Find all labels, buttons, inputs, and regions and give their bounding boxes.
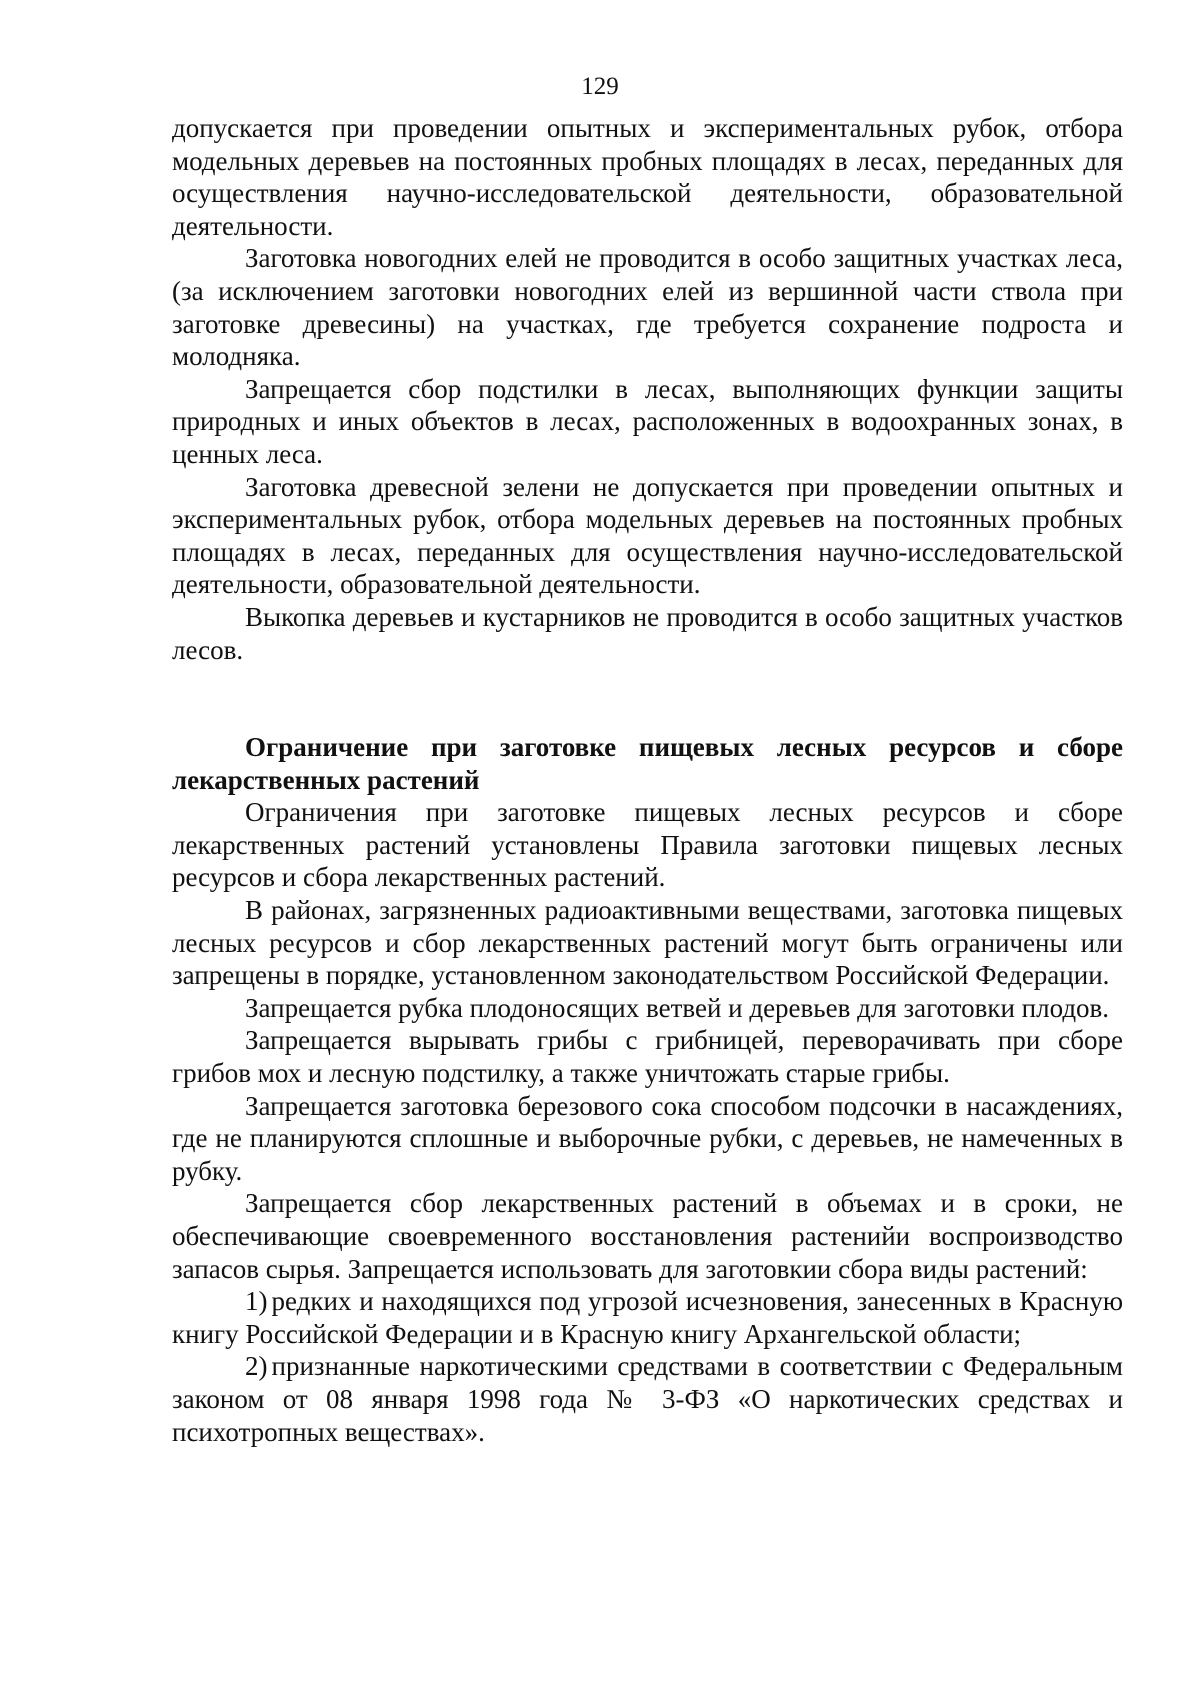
paragraph-radioactive-areas: В районах, загрязненных радиоактивными веществами, заготовка пищевых лесных ресурсов и сбор лекарственных растений могут быть ограничены или запрещены в порядке, установленном законодательством Российской Федерации. <box>172 895 1123 991</box>
paragraph-tree-greenery: Заготовка древесной зелени не допускается при проведении опытных и экспериментальных рубок, отбора модельных деревьев на постоянных пробных площадях в лесах, переданных для осуществления научно-исследовательской деятельности, образовательной деятельности. <box>172 471 1123 600</box>
paragraph-medicinal-plants: Запрещается сбор лекарственных растений в объемах и в сроки, не обеспечивающие своевременного восстановления растенийи воспроизводство запасов сырья. Запрещается использовать для заготовкии сбора виды растений: <box>172 1188 1123 1284</box>
section-spacer <box>172 666 1123 731</box>
page-content <box>172 112 1123 1448</box>
paragraph-birch-sap: Запрещается заготовка березового сока способом подсочки в насаждениях, где не планируются сплошные и выборочные рубки, с деревьев, не намеченных в рубку. <box>172 1090 1123 1186</box>
paragraph-fruit-branches: Запрещается рубка плодоносящих ветвей и деревьев для заготовки плодов. <box>245 992 1110 1023</box>
list-item <box>172 1285 1123 1350</box>
list-item-text: признанные наркотическими средствами в соответствии с Федеральным законом от 08 января 1998 года № 3-ФЗ «О наркотических средствах и психотропных веществах». <box>172 1351 1123 1447</box>
paragraph-continuation: допускается при проведении опытных и экспериментальных рубок, отбора модельных деревьев на постоянных пробных площадях в лесах, переданных для осуществления научно-исследовательской деятельности, образовательной деятельности. <box>172 113 1123 241</box>
list-item-text: редких и находящихся под угрозой исчезновения, занесенных в Красную книгу Российской Федерации и в Красную книгу Архангельской области; <box>172 1286 1123 1349</box>
paragraph-litter-collection: Запрещается сбор подстилки в лесах, выполняющих функции защиты природных и иных объектов в лесах, расположенных в водоохранных зонах, в ценных леса. <box>172 373 1123 469</box>
list-item-number: 2) <box>245 1351 268 1382</box>
section-heading: Ограничение при заготовке пищевых лесных ресурсов и сборе лекарственных растений <box>172 732 1123 795</box>
paragraph-restrictions: Ограничения при заготовке пищевых лесных ресурсов и сборе лекарственных растений установлены Правила заготовки пищевых лесных ресурсов и сбора лекарственных растений. <box>172 797 1123 893</box>
paragraph-mushrooms: Запрещается вырывать грибы с грибницей, переворачивать при сборе грибов мох и лесную подстилку, а также уничтожать старые грибы. <box>172 1025 1123 1089</box>
list-item <box>172 1350 1123 1448</box>
list-item-number: 1) <box>245 1286 268 1317</box>
page-number: 129 <box>581 73 619 100</box>
paragraph-new-year-trees: Заготовка новогодних елей не проводится в особо защитных участках леса, (за исключением заготовки новогодних елей из вершинной части ствола при заготовке древесины) на участках, где требуется сохранение подроста и молодняка. <box>172 243 1123 372</box>
paragraph-tree-digging: Выкопка деревьев и кустарников не проводится в особо защитных участков лесов. <box>172 601 1123 665</box>
